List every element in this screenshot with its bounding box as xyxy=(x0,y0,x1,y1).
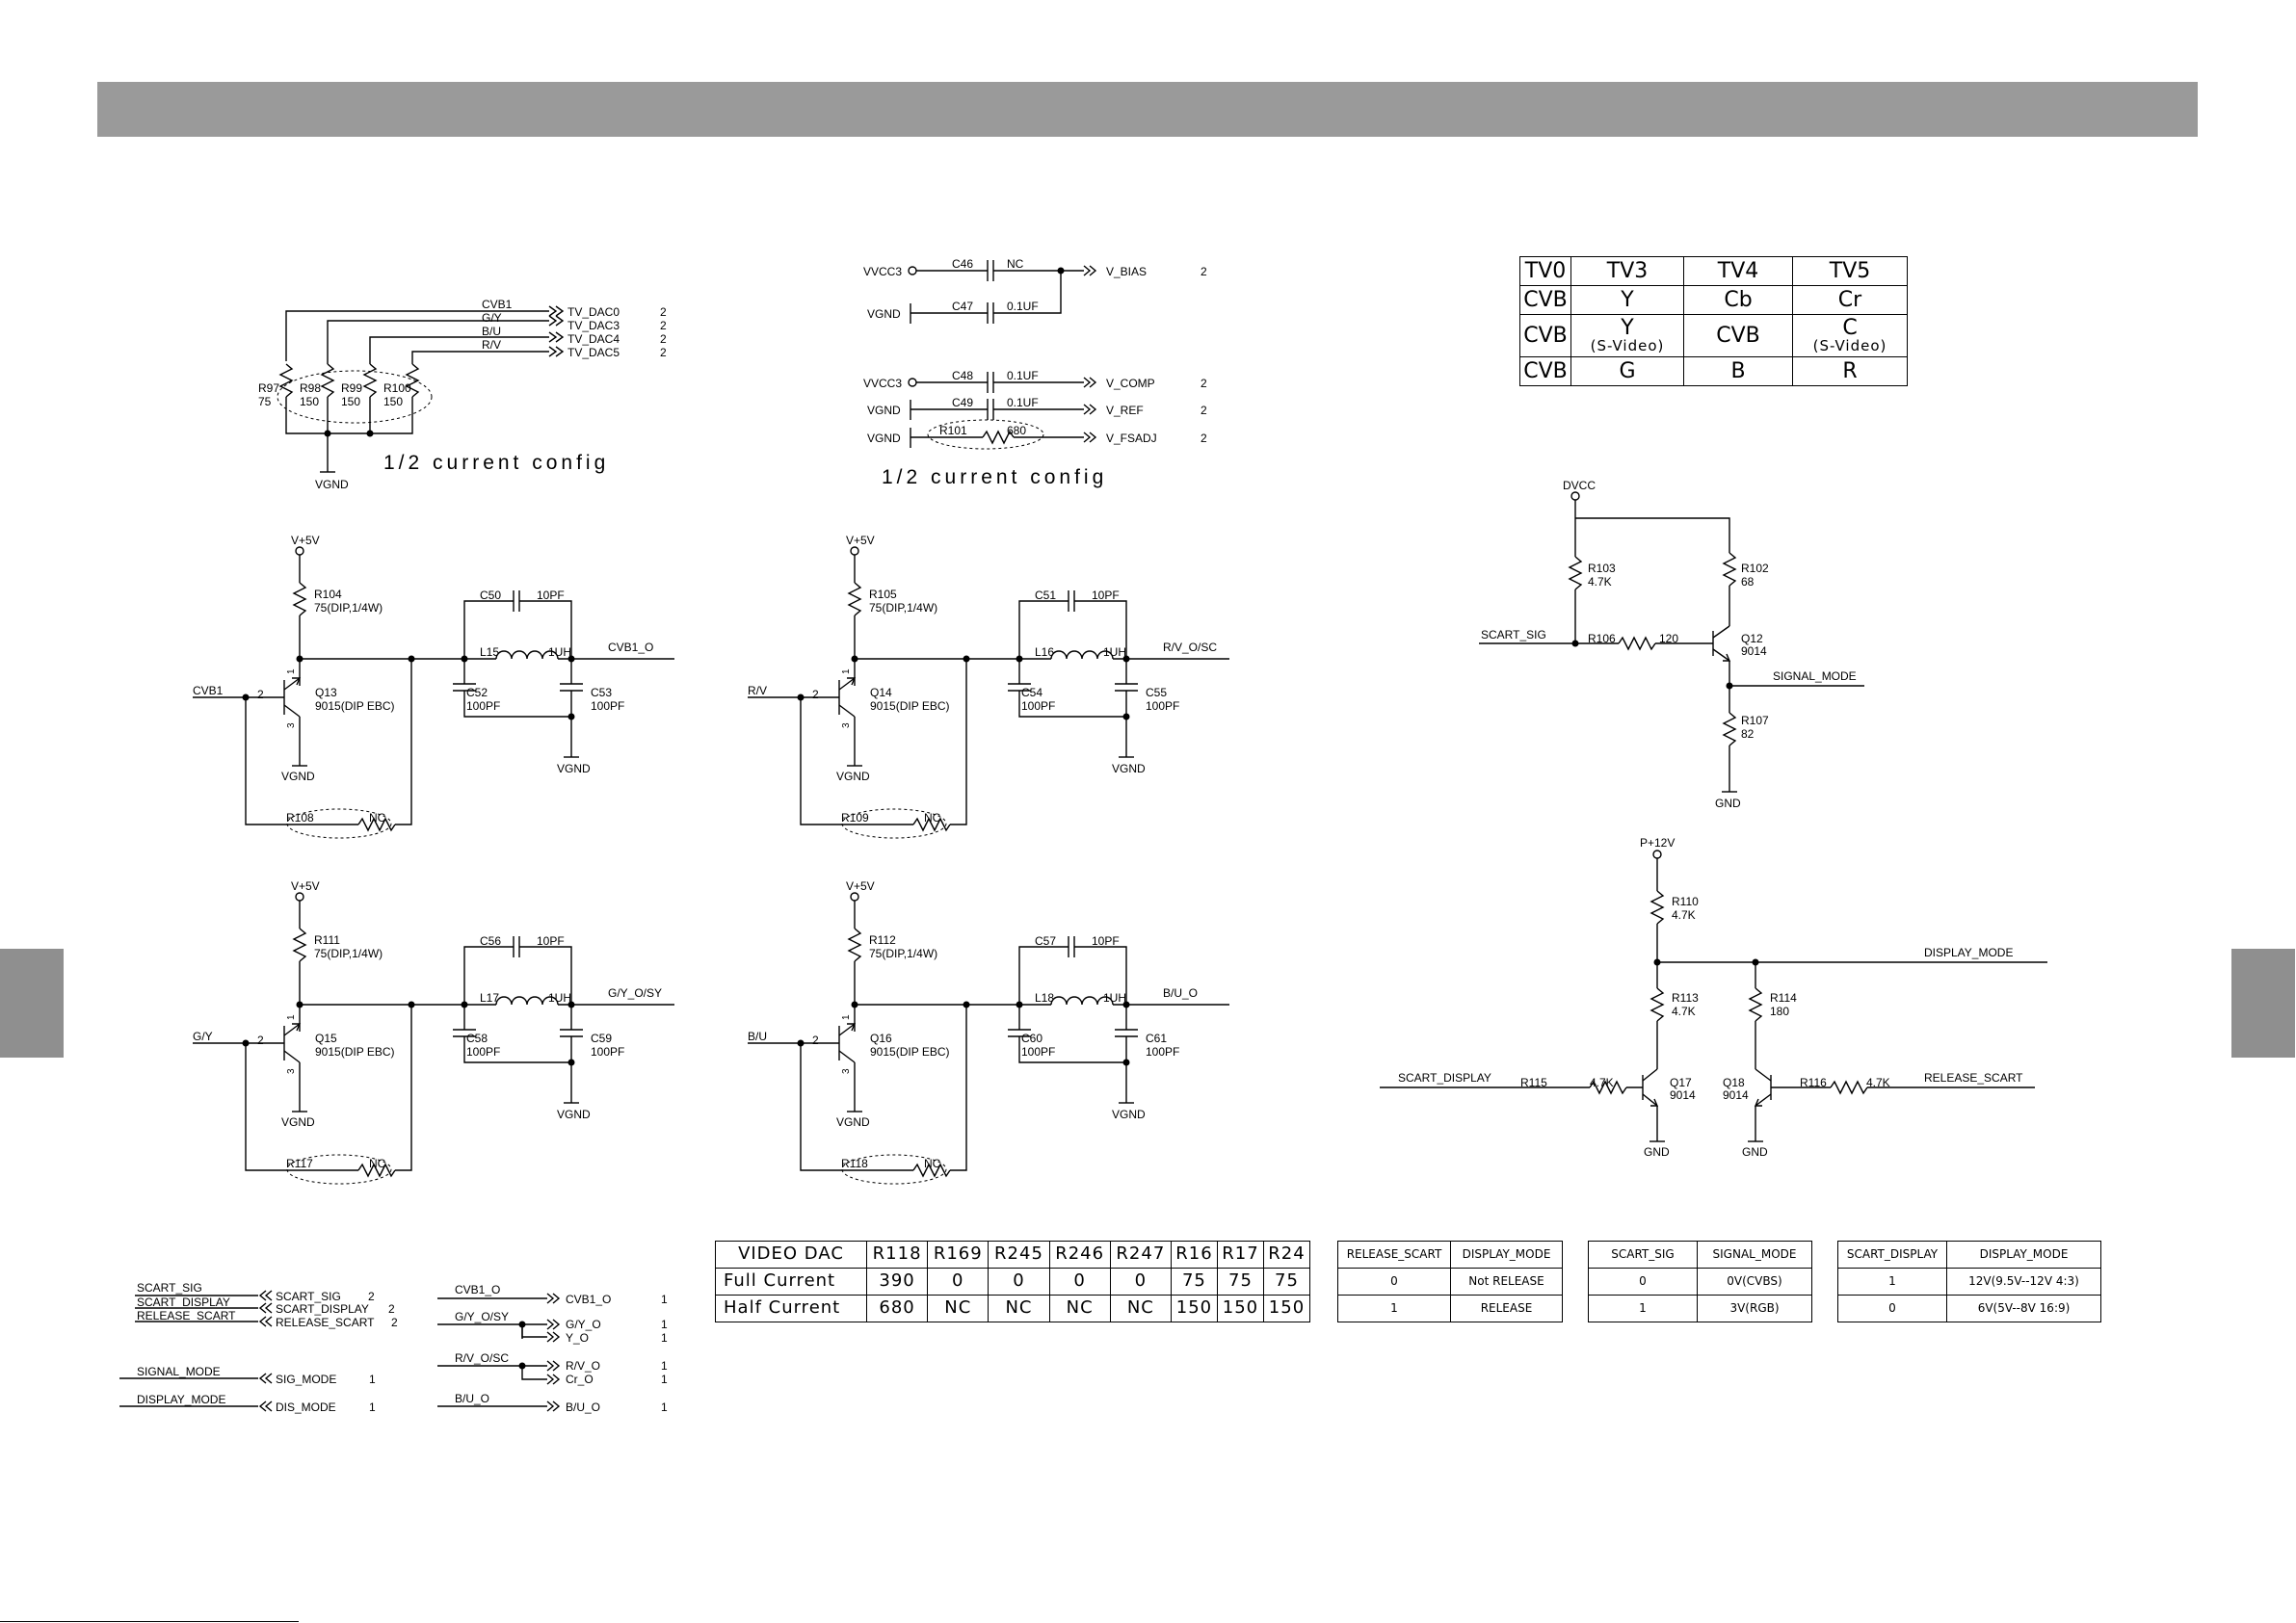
table-cell: Y xyxy=(1571,286,1684,315)
inductor-val: 1UH xyxy=(1103,645,1127,659)
table-cell: 0 xyxy=(989,1269,1049,1296)
q17-ref: Q17 xyxy=(1670,1076,1692,1089)
r110-ref: R110 xyxy=(1672,895,1699,908)
table-cell: CVB xyxy=(1520,286,1571,315)
r115-val: 4.7K xyxy=(1590,1076,1614,1089)
transistor-val: 9015(DIP EBC) xyxy=(870,699,950,713)
load-resistor-ref: R111 xyxy=(314,933,340,947)
conn-mid-net-5: B/U_O xyxy=(455,1392,490,1405)
table-cell: CVB xyxy=(1520,315,1571,357)
r102-val: 68 xyxy=(1741,575,1755,589)
conn-left-port-4: DIS_MODE xyxy=(276,1400,336,1414)
transistor-val: 9015(DIP EBC) xyxy=(870,1045,950,1059)
output-net-label: R/V_O/SC xyxy=(1163,641,1218,654)
table-row xyxy=(716,1296,1310,1322)
pin1-label: 1 xyxy=(841,1014,852,1020)
r100-val: 150 xyxy=(383,395,404,408)
base-pin-label: 2 xyxy=(257,688,264,701)
gnd-label-1: GND xyxy=(1715,797,1741,810)
table-row xyxy=(1338,1242,1563,1269)
table-cell: 150 xyxy=(1171,1296,1217,1322)
r102-ref: R102 xyxy=(1741,562,1769,575)
tv-mode-table xyxy=(1519,256,1908,386)
input-net-label: R/V xyxy=(748,684,768,697)
conn-left-port-3: SIG_MODE xyxy=(276,1373,337,1386)
video-dac-table xyxy=(715,1241,1310,1322)
base-pin-label: 2 xyxy=(812,688,819,701)
feedback-cap-val: 10PF xyxy=(537,934,565,948)
shunt-cap2-val: 100PF xyxy=(1146,699,1180,713)
feedback-resistor-val: NC xyxy=(924,811,941,825)
table-cell: 680 xyxy=(867,1296,928,1322)
table-cell: 1 xyxy=(1589,1296,1698,1322)
table-cell: NC xyxy=(1049,1296,1110,1322)
inductor-ref: L15 xyxy=(480,645,500,659)
table-header-cell: RELEASE_SCART xyxy=(1338,1242,1451,1269)
conn-left-net-2: RELEASE_SCART xyxy=(137,1309,236,1322)
conn-left-sheet-2: 2 xyxy=(391,1316,398,1329)
table-row xyxy=(1520,315,1908,357)
r106-val: 120 xyxy=(1659,632,1679,645)
feedback-cap-val: 10PF xyxy=(537,589,565,602)
pin1-label: 1 xyxy=(286,668,297,674)
scart-display-in: SCART_DISPLAY xyxy=(1398,1071,1491,1085)
driver-stage xyxy=(193,879,674,1184)
table-cell: Not RELEASE xyxy=(1451,1269,1563,1296)
driver-stages xyxy=(193,534,1229,1184)
table-header-cell: TV3 xyxy=(1571,257,1684,286)
pin3-label: 3 xyxy=(286,1068,297,1074)
r99-val: 150 xyxy=(341,395,361,408)
r116-ref: R116 xyxy=(1800,1076,1827,1089)
table-header-cell: SCART_DISPLAY xyxy=(1838,1242,1947,1269)
c47-val: 0.1UF xyxy=(1007,300,1039,313)
conn-left-net-0: SCART_SIG xyxy=(137,1281,202,1295)
conn-mid-sheet-4: 1 xyxy=(661,1373,668,1386)
r110-val: 4.7K xyxy=(1672,908,1696,922)
pin3-label: 3 xyxy=(841,1068,852,1074)
shunt-cap1-val: 100PF xyxy=(1021,699,1056,713)
bias-note: 1/2 current config xyxy=(882,466,1108,488)
r97-val: 75 xyxy=(258,395,272,408)
table-cell: NC xyxy=(928,1296,989,1322)
table-row xyxy=(1520,286,1908,315)
load-resistor-val: 75(DIP,1/4W) xyxy=(314,947,383,960)
inductor-val: 1UH xyxy=(1103,991,1127,1005)
input-net-label: CVB1 xyxy=(193,684,224,697)
table-cell: 0 xyxy=(1338,1269,1451,1296)
load-resistor-ref: R105 xyxy=(869,588,897,601)
table-cell: B xyxy=(1684,357,1793,386)
r99-ref: R99 xyxy=(341,381,363,395)
v-bias-port: V_BIAS xyxy=(1106,265,1148,278)
table-row xyxy=(1838,1242,2101,1269)
q12-val: 9014 xyxy=(1741,644,1767,658)
table-cell: 75 xyxy=(1171,1269,1217,1296)
table-header-cell: R118 xyxy=(867,1242,928,1269)
table-cell: Cr xyxy=(1793,286,1908,315)
shunt-cap2-ref: C59 xyxy=(591,1032,613,1045)
feedback-resistor-ref: R108 xyxy=(286,811,314,825)
r107-ref: R107 xyxy=(1741,714,1769,727)
input-net-label: B/U xyxy=(748,1030,768,1043)
table-cell: Full Current xyxy=(716,1269,867,1296)
load-resistor-ref: R112 xyxy=(869,933,896,947)
load-resistor-val: 75(DIP,1/4W) xyxy=(869,947,938,960)
connectors-left xyxy=(119,1281,398,1414)
dac-sheet-1: 2 xyxy=(660,319,667,332)
table-cell: Half Current xyxy=(716,1296,867,1322)
table-row xyxy=(1338,1296,1563,1322)
bias-vgnd-1: VGND xyxy=(867,307,901,321)
dac-port-1: TV_DAC3 xyxy=(567,319,620,332)
conn-mid-port-2: Y_O xyxy=(566,1331,590,1345)
q17-val: 9014 xyxy=(1670,1088,1696,1102)
shunt-cap1-val: 100PF xyxy=(466,1045,501,1059)
output-net-label: CVB1_O xyxy=(608,641,654,654)
dac-net-1: G/Y xyxy=(482,311,502,325)
feedback-cap-val: 10PF xyxy=(1092,589,1120,602)
r116-val: 4.7K xyxy=(1866,1076,1890,1089)
v-fsadj-port: V_FSADJ xyxy=(1106,432,1157,445)
table-header-cell: R24 xyxy=(1263,1242,1309,1269)
conn-mid-sheet-1: 1 xyxy=(661,1318,668,1331)
c47-ref: C47 xyxy=(952,300,974,313)
load-resistor-val: 75(DIP,1/4W) xyxy=(869,601,938,615)
feedback-resistor-val: NC xyxy=(369,1157,386,1170)
output-net-label: B/U_O xyxy=(1163,986,1199,1000)
table-cell: 0V(CVBS) xyxy=(1698,1269,1812,1296)
vcc-label: V+5V xyxy=(291,534,320,547)
conn-left-port-0: SCART_SIG xyxy=(276,1290,341,1303)
table-header-cell: TV5 xyxy=(1793,257,1908,286)
table-cell: NC xyxy=(1110,1296,1171,1322)
transistor-val: 9015(DIP EBC) xyxy=(315,699,395,713)
conn-mid-net-1: G/Y_O/SY xyxy=(455,1310,510,1323)
gnd-label-2: GND xyxy=(1644,1145,1670,1159)
gnd-label: VGND xyxy=(557,1108,591,1121)
signal-mode-out: SIGNAL_MODE xyxy=(1773,669,1857,683)
feedback-cap-val: 10PF xyxy=(1092,934,1120,948)
dac-port-2: TV_DAC4 xyxy=(567,332,620,346)
table-header-cell: TV0 xyxy=(1520,257,1571,286)
table-cell: 150 xyxy=(1263,1296,1309,1322)
table-header-cell: DISPLAY_MODE xyxy=(1947,1242,2101,1269)
conn-mid-sheet-5: 1 xyxy=(661,1400,668,1414)
table-cell: G xyxy=(1571,357,1684,386)
feedback-resistor-val: NC xyxy=(369,811,386,825)
table-row xyxy=(716,1242,1310,1269)
table-row xyxy=(1589,1296,1812,1322)
table-header-cell: SCART_SIG xyxy=(1589,1242,1698,1269)
gnd-label: VGND xyxy=(557,762,591,775)
conn-left-sheet-0: 2 xyxy=(368,1290,375,1303)
cell-sub: (S-Video) xyxy=(1590,337,1665,355)
c48-ref: C48 xyxy=(952,369,974,382)
c48-val: 0.1UF xyxy=(1007,369,1039,382)
q12-ref: Q12 xyxy=(1741,632,1763,645)
inductor-val: 1UH xyxy=(548,645,572,659)
dac-note: 1/2 current config xyxy=(383,452,610,474)
table-cell: NC xyxy=(989,1296,1049,1322)
dac-net-0: CVB1 xyxy=(482,298,513,311)
pin1-label: 1 xyxy=(841,668,852,674)
table-cell: 12V(9.5V--12V 4:3) xyxy=(1947,1269,2101,1296)
dac-termination-block xyxy=(258,298,667,491)
shunt-cap1-ref: C60 xyxy=(1021,1032,1043,1045)
gnd-label: VGND xyxy=(281,1115,315,1129)
dac-gnd-label: VGND xyxy=(315,478,349,491)
table-cell: 150 xyxy=(1217,1296,1263,1322)
v-fsadj-sheet: 2 xyxy=(1201,432,1207,445)
bias-vvcc-2: VVCC3 xyxy=(863,377,903,390)
base-pin-label: 2 xyxy=(812,1034,819,1047)
transistor-val: 9015(DIP EBC) xyxy=(315,1045,395,1059)
table-row xyxy=(716,1269,1310,1296)
table-cell: 0 xyxy=(1049,1269,1110,1296)
conn-left-sheet-3: 1 xyxy=(369,1373,376,1386)
table-cell: CVB xyxy=(1520,357,1571,386)
table-row xyxy=(1589,1269,1812,1296)
table-header-cell: R246 xyxy=(1049,1242,1110,1269)
bias-vvcc-1: VVCC3 xyxy=(863,265,903,278)
scart-sig-in: SCART_SIG xyxy=(1481,628,1546,641)
driver-stage xyxy=(193,534,674,838)
feedback-cap-ref: C57 xyxy=(1035,934,1057,948)
dvcc-label: DVCC xyxy=(1563,479,1597,492)
shunt-cap2-val: 100PF xyxy=(591,1045,625,1059)
conn-left-sheet-4: 1 xyxy=(369,1400,376,1414)
inductor-ref: L17 xyxy=(480,991,500,1005)
v-bias-sheet: 2 xyxy=(1201,265,1207,278)
r113-ref: R113 xyxy=(1672,991,1699,1005)
cell-main: Y xyxy=(1621,316,1634,341)
shunt-cap1-ref: C58 xyxy=(466,1032,488,1045)
vcc-label: V+5V xyxy=(846,534,875,547)
shunt-cap2-val: 100PF xyxy=(1146,1045,1180,1059)
release-scart-table xyxy=(1337,1241,1563,1322)
dac-port-0: TV_DAC0 xyxy=(567,305,620,319)
conn-mid-net-3: R/V_O/SC xyxy=(455,1351,510,1365)
table-row xyxy=(1838,1269,2101,1296)
q18-val: 9014 xyxy=(1723,1088,1749,1102)
table-cell: 390 xyxy=(867,1269,928,1296)
feedback-resistor-ref: R109 xyxy=(841,811,869,825)
r107-val: 82 xyxy=(1741,727,1755,741)
conn-mid-sheet-0: 1 xyxy=(661,1293,668,1306)
feedback-resistor-val: NC xyxy=(924,1157,941,1170)
transistor-ref: Q16 xyxy=(870,1032,892,1045)
cell-sub: (S-Video) xyxy=(1812,337,1887,355)
inductor-ref: L18 xyxy=(1035,991,1055,1005)
r101-val: 680 xyxy=(1007,424,1027,437)
table-cell: 1 xyxy=(1838,1269,1947,1296)
table-row xyxy=(1520,357,1908,386)
transistor-ref: Q14 xyxy=(870,686,892,699)
table-cell: 0 xyxy=(928,1269,989,1296)
c49-ref: C49 xyxy=(952,396,974,409)
v-ref-sheet: 2 xyxy=(1201,404,1207,417)
dac-net-2: B/U xyxy=(482,325,502,338)
c49-val: 0.1UF xyxy=(1007,396,1039,409)
cell-main: C xyxy=(1842,316,1858,341)
conn-mid-port-3: R/V_O xyxy=(566,1359,601,1373)
q18-ref: Q18 xyxy=(1723,1076,1745,1089)
input-net-label: G/Y xyxy=(193,1030,213,1043)
table-row xyxy=(1589,1242,1812,1269)
bias-vgnd-2: VGND xyxy=(867,404,901,417)
r113-val: 4.7K xyxy=(1672,1005,1696,1018)
shunt-cap2-ref: C53 xyxy=(591,686,613,699)
table-header-cell: DISPLAY_MODE xyxy=(1451,1242,1563,1269)
feedback-resistor-ref: R118 xyxy=(841,1157,868,1170)
gnd-label: VGND xyxy=(281,770,315,783)
gnd-label: VGND xyxy=(1112,1108,1146,1121)
table-cell: 75 xyxy=(1263,1269,1309,1296)
dac-sheet-2: 2 xyxy=(660,332,667,346)
shunt-cap1-ref: C54 xyxy=(1021,686,1043,699)
dac-sheet-0: 2 xyxy=(660,305,667,319)
v-comp-port: V_COMP xyxy=(1106,377,1155,390)
pin3-label: 3 xyxy=(286,722,297,728)
r101-ref: R101 xyxy=(939,424,967,437)
output-net-label: G/Y_O/SY xyxy=(608,986,663,1000)
load-resistor-val: 75(DIP,1/4W) xyxy=(314,601,383,615)
table-header-cell: R16 xyxy=(1171,1242,1217,1269)
table-cell xyxy=(1571,315,1684,357)
r98-ref: R98 xyxy=(300,381,322,395)
conn-left-net-4: DISPLAY_MODE xyxy=(137,1393,226,1406)
conn-mid-sheet-3: 1 xyxy=(661,1359,668,1373)
inductor-ref: L16 xyxy=(1035,645,1055,659)
table-cell: RELEASE xyxy=(1451,1296,1563,1322)
table-header-cell: R245 xyxy=(989,1242,1049,1269)
v-comp-sheet: 2 xyxy=(1201,377,1207,390)
p12v-label: P+12V xyxy=(1640,836,1676,850)
gnd-label-3: GND xyxy=(1742,1145,1768,1159)
conn-mid-sheet-2: 1 xyxy=(661,1331,668,1345)
inductor-val: 1UH xyxy=(548,991,572,1005)
dac-port-3: TV_DAC5 xyxy=(567,346,620,359)
table-cell: 1 xyxy=(1338,1296,1451,1322)
table-row xyxy=(1838,1296,2101,1322)
c46-ref: C46 xyxy=(952,257,974,271)
table-cell: 3V(RGB) xyxy=(1698,1296,1812,1322)
feedback-cap-ref: C50 xyxy=(480,589,502,602)
r115-ref: R115 xyxy=(1520,1076,1547,1089)
table-cell: CVB xyxy=(1684,315,1793,357)
conn-left-port-1: SCART_DISPLAY xyxy=(276,1302,369,1316)
display-mode-block xyxy=(1380,836,2047,1159)
conn-mid-port-4: Cr_O xyxy=(566,1373,594,1386)
transistor-ref: Q13 xyxy=(315,686,337,699)
v-ref-port: V_REF xyxy=(1106,404,1144,417)
shunt-cap1-ref: C52 xyxy=(466,686,488,699)
conn-left-net-1: SCART_DISPLAY xyxy=(137,1296,230,1309)
r114-val: 180 xyxy=(1770,1005,1790,1018)
r106-ref: R106 xyxy=(1588,632,1616,645)
display-mode-out: DISPLAY_MODE xyxy=(1924,946,2014,959)
pin3-label: 3 xyxy=(841,722,852,728)
vcc-label: V+5V xyxy=(846,879,875,893)
dac-net-3: R/V xyxy=(482,338,502,352)
connectors-mid xyxy=(437,1283,668,1414)
transistor-ref: Q15 xyxy=(315,1032,337,1045)
table-header-cell: VIDEO DAC xyxy=(716,1242,867,1269)
table-row xyxy=(1520,257,1908,286)
r103-val: 4.7K xyxy=(1588,575,1612,589)
conn-mid-net-0: CVB1_O xyxy=(455,1283,501,1296)
gnd-label: VGND xyxy=(836,770,870,783)
shunt-cap2-val: 100PF xyxy=(591,699,625,713)
bias-vgnd-3: VGND xyxy=(867,432,901,445)
conn-left-sheet-1: 2 xyxy=(388,1302,395,1316)
table-row xyxy=(1338,1269,1563,1296)
r100-ref: R100 xyxy=(383,381,411,395)
table-cell xyxy=(1793,315,1908,357)
conn-left-net-3: SIGNAL_MODE xyxy=(137,1365,221,1378)
table-header-cell: SIGNAL_MODE xyxy=(1698,1242,1812,1269)
gnd-label: VGND xyxy=(1112,762,1146,775)
load-resistor-ref: R104 xyxy=(314,588,342,601)
driver-stage xyxy=(748,534,1229,838)
bias-block xyxy=(863,257,1207,488)
pin1-label: 1 xyxy=(286,1014,297,1020)
feedback-cap-ref: C56 xyxy=(480,934,502,948)
vcc-label: V+5V xyxy=(291,879,320,893)
table-cell: 75 xyxy=(1217,1269,1263,1296)
table-cell: R xyxy=(1793,357,1908,386)
release-scart-in: RELEASE_SCART xyxy=(1924,1071,2023,1085)
r97-ref: R97 xyxy=(258,381,280,395)
feedback-resistor-ref: R117 xyxy=(286,1157,313,1170)
scart-sig-table xyxy=(1588,1241,1812,1322)
r114-ref: R114 xyxy=(1770,991,1797,1005)
table-cell: 6V(5V--8V 16:9) xyxy=(1947,1296,2101,1322)
dac-sheet-3: 2 xyxy=(660,346,667,359)
table-cell: 0 xyxy=(1110,1269,1171,1296)
shunt-cap1-val: 100PF xyxy=(1021,1045,1056,1059)
shunt-cap2-ref: C61 xyxy=(1146,1032,1168,1045)
table-cell: Cb xyxy=(1684,286,1793,315)
table-cell: 0 xyxy=(1838,1296,1947,1322)
conn-mid-port-0: CVB1_O xyxy=(566,1293,612,1306)
table-header-cell: R17 xyxy=(1217,1242,1263,1269)
conn-left-port-2: RELEASE_SCART xyxy=(276,1316,375,1329)
conn-mid-port-5: B/U_O xyxy=(566,1400,601,1414)
scart-display-table xyxy=(1837,1241,2101,1322)
driver-stage xyxy=(748,879,1229,1184)
r98-val: 150 xyxy=(300,395,320,408)
r103-ref: R103 xyxy=(1588,562,1616,575)
shunt-cap1-val: 100PF xyxy=(466,699,501,713)
table-cell: 0 xyxy=(1589,1269,1698,1296)
table-header-cell: TV4 xyxy=(1684,257,1793,286)
feedback-cap-ref: C51 xyxy=(1035,589,1057,602)
table-header-cell: R247 xyxy=(1110,1242,1171,1269)
table-header-cell: R169 xyxy=(928,1242,989,1269)
conn-mid-port-1: G/Y_O xyxy=(566,1318,601,1331)
signal-mode-block xyxy=(1479,479,1864,810)
shunt-cap2-ref: C55 xyxy=(1146,686,1168,699)
c46-val: NC xyxy=(1007,257,1024,271)
gnd-label: VGND xyxy=(836,1115,870,1129)
base-pin-label: 2 xyxy=(257,1034,264,1047)
